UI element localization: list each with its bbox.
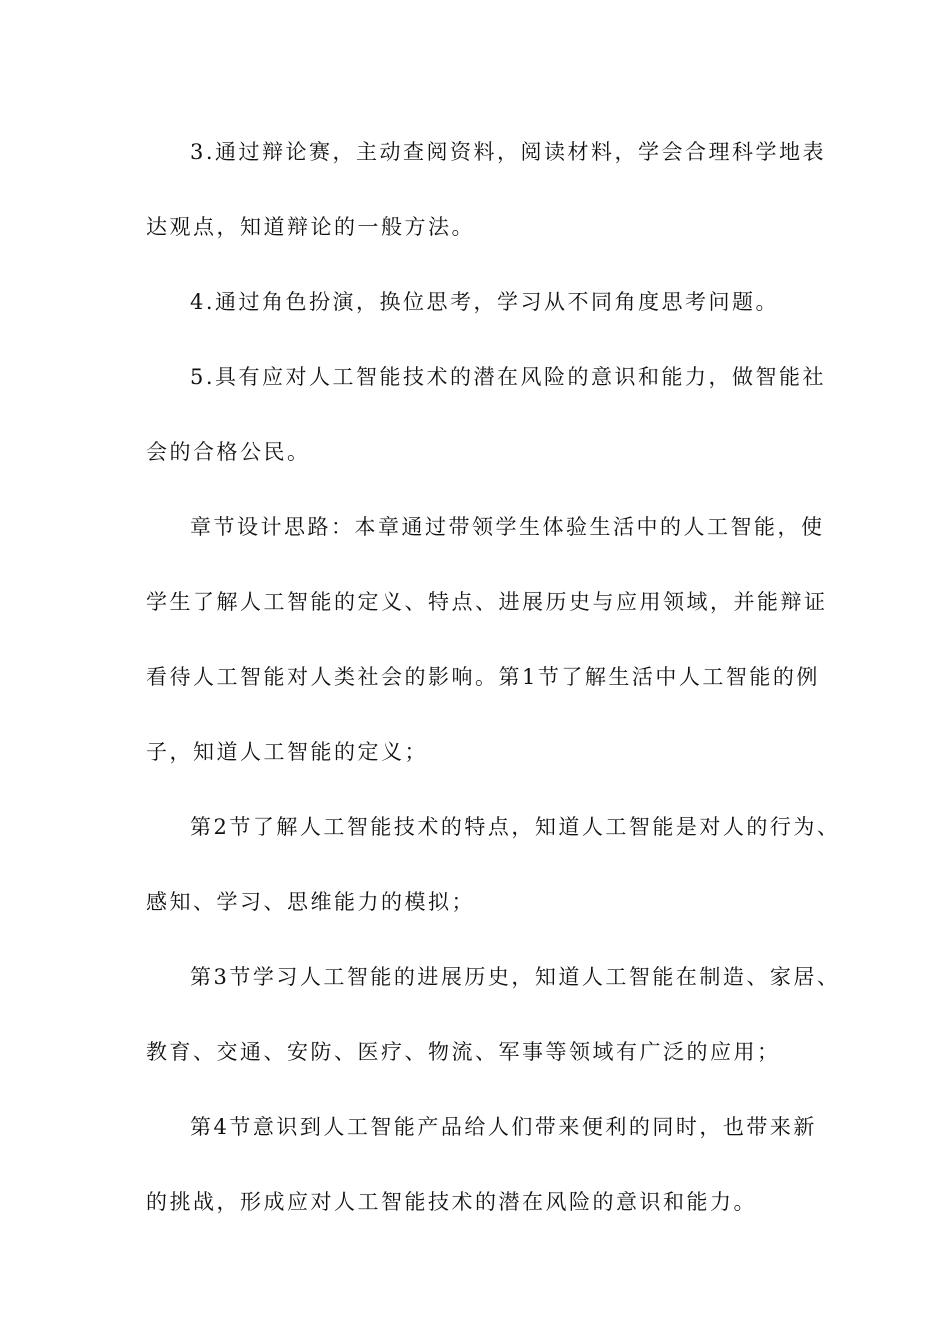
paragraph-objective-5-line-2: 会的合格公民。 bbox=[146, 440, 311, 464]
paragraph-objective-3-line-2: 达观点，知道辩论的一般方法。 bbox=[146, 215, 475, 239]
paragraph-section-4-line-2: 的挑战，形成应对人工智能技术的潜在风险的意识和能力。 bbox=[146, 1190, 757, 1214]
paragraph-section-4-line-1: 第4节意识到人工智能产品给人们带来便利的同时，也带来新 bbox=[190, 1115, 817, 1139]
paragraph-design-line-1: 章节设计思路：本章通过带领学生体验生活中的人工智能，使 bbox=[190, 515, 825, 539]
paragraph-section-3-line-2: 教育、交通、安防、医疗、物流、军事等领域有广泛的应用； bbox=[146, 1040, 781, 1064]
paragraph-design-line-4: 子，知道人工智能的定义； bbox=[146, 740, 428, 764]
paragraph-design-line-2: 学生了解人工智能的定义、特点、进展历史与应用领域，并能辩证 bbox=[146, 590, 828, 614]
paragraph-design-line-3: 看待人工智能对人类社会的影响。第1节了解生活中人工智能的例 bbox=[146, 665, 820, 689]
paragraph-objective-4: 4.通过角色扮演，换位思考，学习从不同角度思考问题。 bbox=[190, 290, 780, 314]
paragraph-section-2-line-1: 第2节了解人工智能技术的特点，知道人工智能是对人的行为、 bbox=[190, 815, 841, 839]
paragraph-section-2-line-2: 感知、学习、思维能力的模拟； bbox=[146, 890, 475, 914]
paragraph-objective-5-line-1: 5.具有应对人工智能技术的潜在风险的意识和能力，做智能社 bbox=[190, 365, 827, 389]
paragraph-objective-3-line-1: 3.通过辩论赛，主动查阅资料，阅读材料，学会合理科学地表 bbox=[190, 140, 827, 164]
paragraph-section-3-line-1: 第3节学习人工智能的进展历史，知道人工智能在制造、家居、 bbox=[190, 965, 841, 989]
